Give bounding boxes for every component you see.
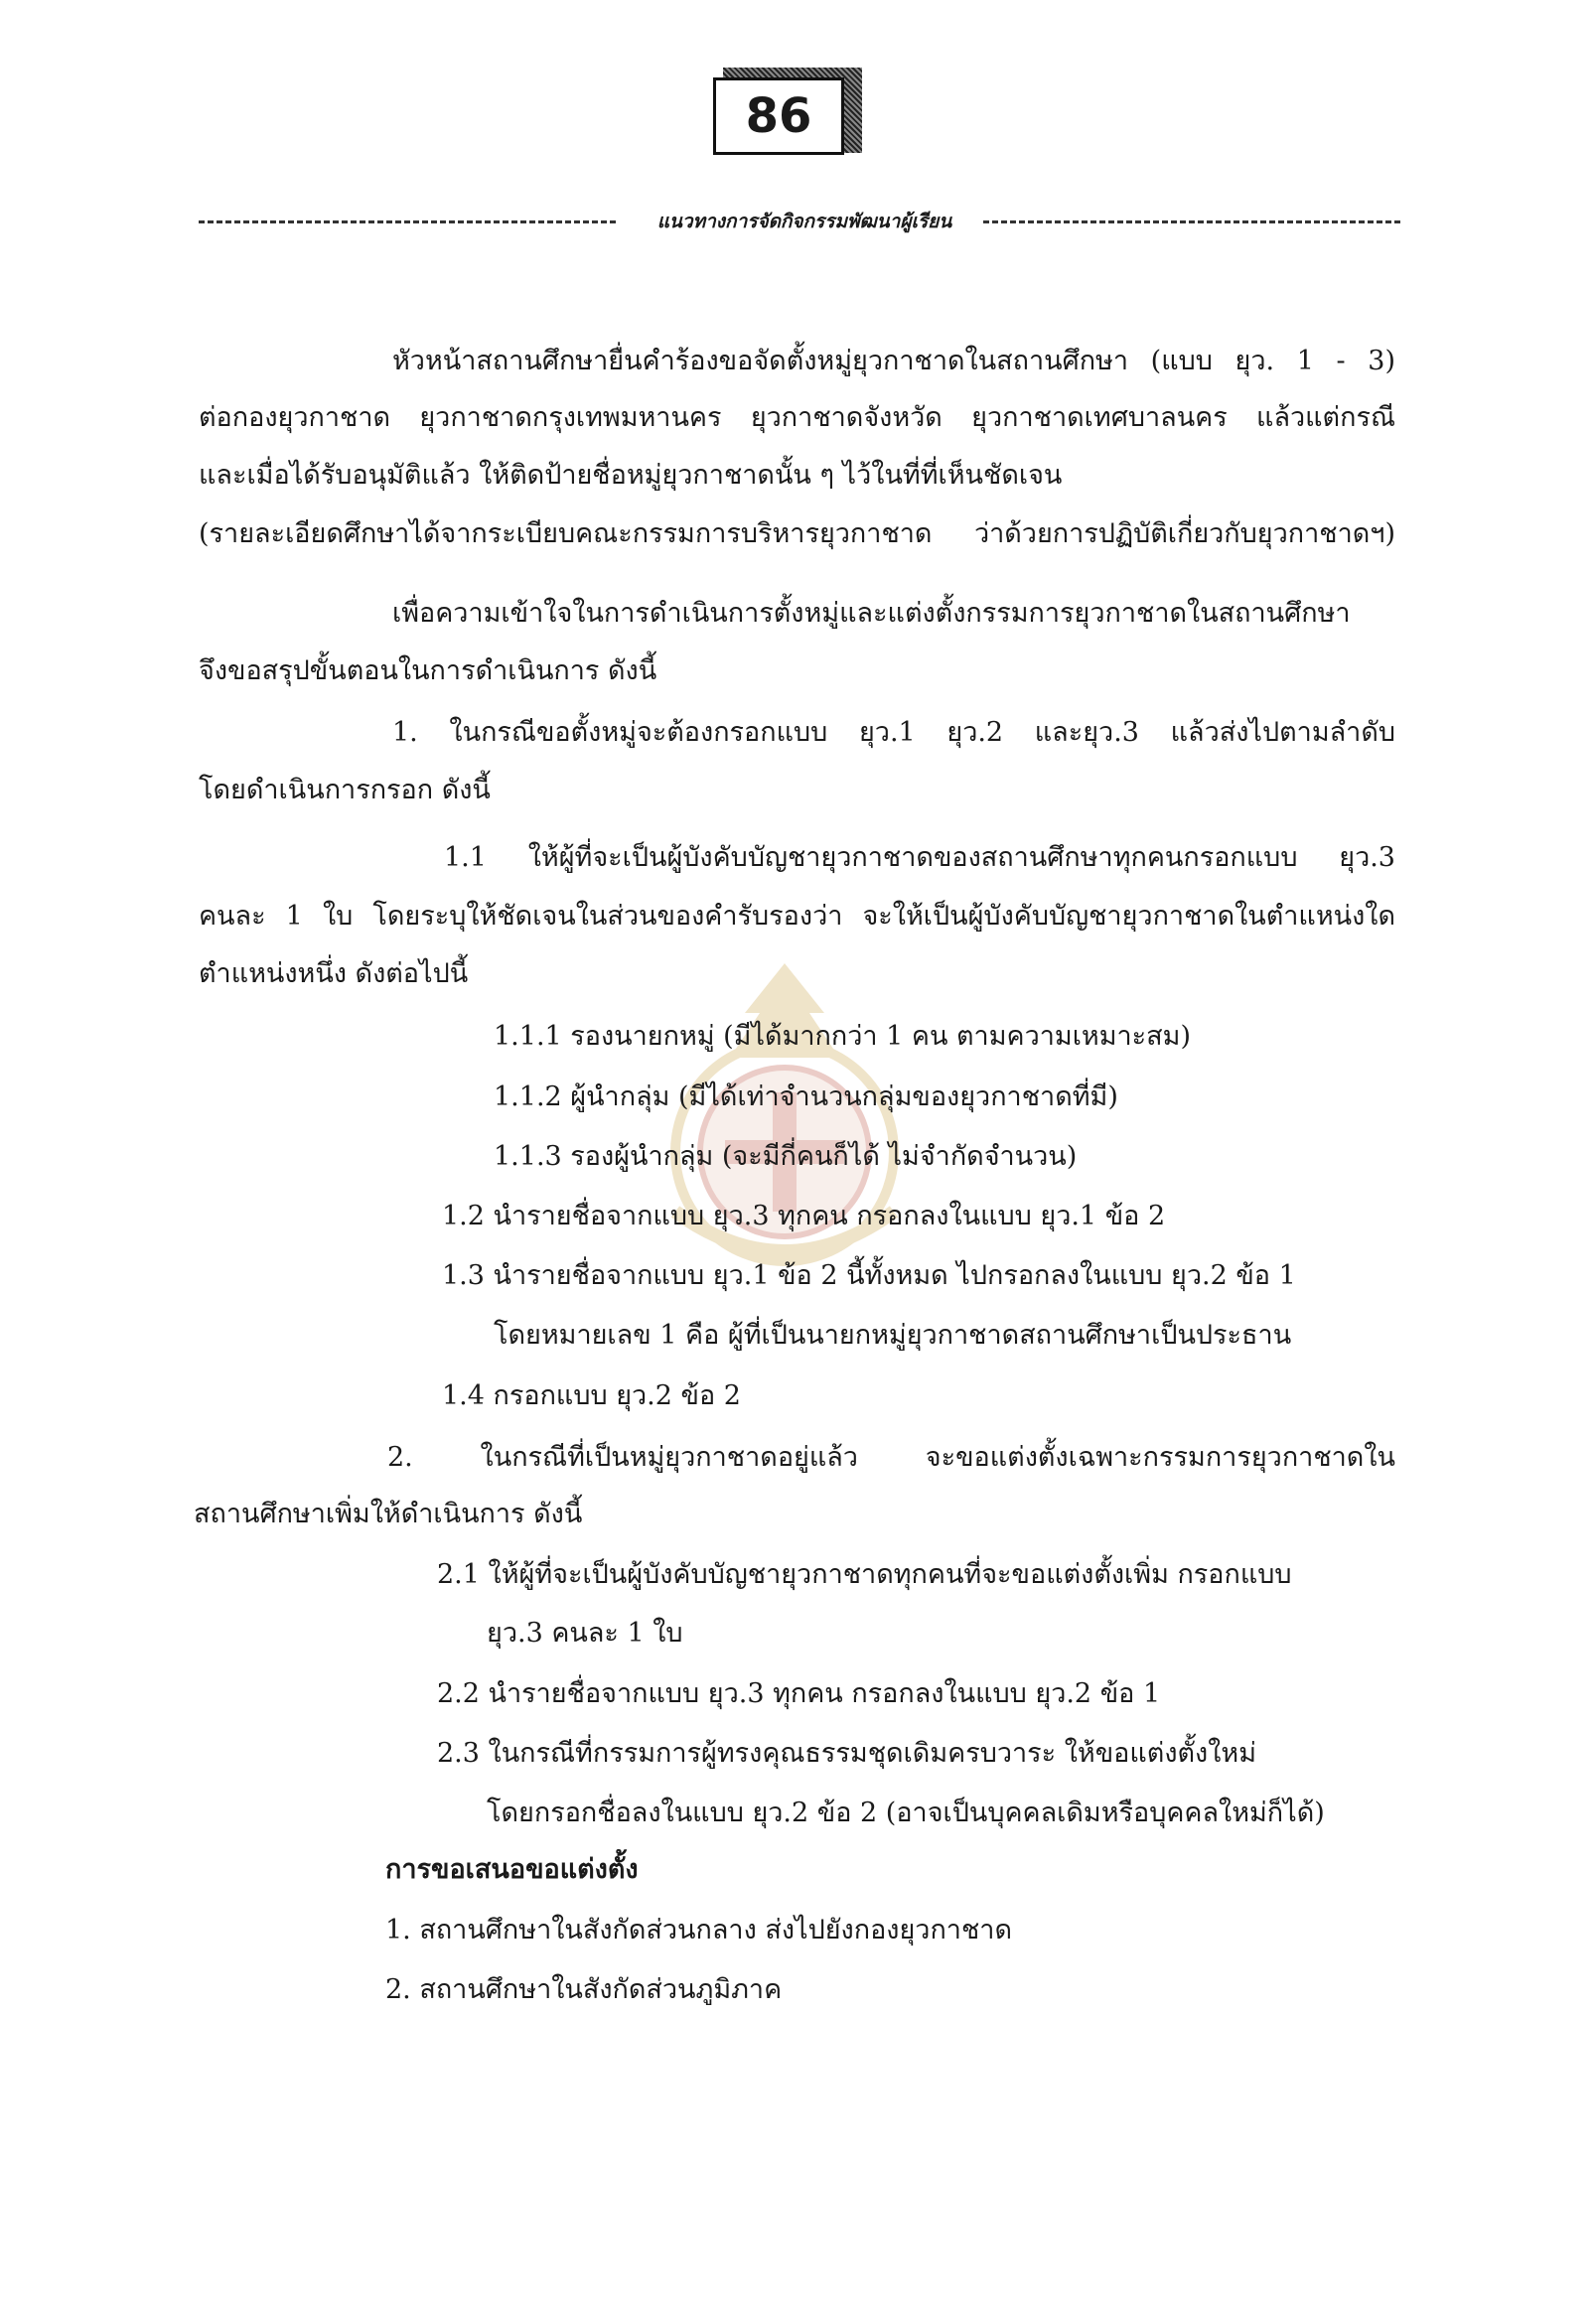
proposal-item-1: 1. สถานศึกษาในสังกัดส่วนกลาง ส่งไปยังกองยุวกาชาด (385, 1915, 1012, 1945)
item-2-2: 2.2 นำรายชื่อจากแบบ ยุว.3 ทุกคน กรอกลงในแบบ ยุว.2 ข้อ 1 (437, 1678, 1161, 1709)
item-1-1-line-2: คนละ 1 ใบ โดยระบุให้ชัดเจนในส่วนของคำรับรองว่า จะให้เป็นผู้บังคับบัญชายุวกาชาดในตำแหน่งใด (199, 901, 1395, 932)
header-rule-right (983, 220, 1400, 223)
item-2-3-line-2: โดยกรอกชื่อลงในแบบ ยุว.2 ข้อ 2 (อาจเป็นบุคคลเดิมหรือบุคคลใหม่ก็ได้) (487, 1798, 1325, 1828)
paragraph-1-line-4: (รายละเอียดศึกษาได้จากระเบียบคณะกรรมการบริหารยุวกาชาด ว่าด้วยการปฏิบัติเกี่ยวกับยุวกาชาดฯ) (199, 518, 1395, 549)
item-2-1-line-2: ยุว.3 คนละ 1 ใบ (487, 1618, 683, 1649)
item-1-4: 1.4 กรอกแบบ ยุว.2 ข้อ 2 (442, 1380, 741, 1411)
page-number: 86 (713, 77, 844, 155)
item-1-3-line-2: โดยหมายเลข 1 คือ ผู้ที่เป็นนายกหมู่ยุวกาชาดสถานศึกษาเป็นประธาน (494, 1320, 1292, 1351)
item-1-1-line-1: 1.1 ให้ผู้ที่จะเป็นผู้บังคับบัญชายุวกาชาดของสถานศึกษาทุกคนกรอกแบบ ยุว.3 (444, 842, 1395, 873)
item-1-3-line-1: 1.3 นำรายชื่อจากแบบ ยุว.1 ข้อ 2 นี้ทั้งหมด ไปกรอกลงในแบบ ยุว.2 ข้อ 1 (442, 1260, 1296, 1291)
running-header (199, 207, 1400, 236)
proposal-item-2: 2. สถานศึกษาในสังกัดส่วนภูมิภาค (385, 1974, 783, 2005)
header-rule-left (199, 220, 616, 223)
section-1-line-2: โดยดำเนินการกรอก ดังนี้ (199, 775, 491, 805)
paragraph-2-line-1: เพื่อความเข้าใจในการดำเนินการตั้งหมู่และแต่งตั้งกรรมการยุวกาชาดในสถานศึกษา (392, 598, 1351, 629)
item-1-1-1: 1.1.1 รองนายกหมู่ (มีได้มากกว่า 1 คน ตามความเหมาะสม) (494, 1021, 1191, 1052)
item-1-1-line-3: ตำแหน่งหนึ่ง ดังต่อไปนี้ (199, 958, 469, 989)
proposal-heading: การขอเสนอขอแต่งตั้ง (385, 1854, 639, 1885)
paragraph-1-line-2: ต่อกองยุวกาชาด ยุวกาชาดกรุงเทพมหานคร ยุวกาชาดจังหวัด ยุวกาชาดเทศบาลนคร แล้วแต่กรณี (199, 402, 1395, 433)
paragraph-1-line-1: หัวหน้าสถานศึกษายื่นคำร้องขอจัดตั้งหมู่ยุวกาชาดในสถานศึกษา (แบบ ยุว. 1 - 3) (392, 346, 1395, 376)
item-1-1-3: 1.1.3 รองผู้นำกลุ่ม (จะมีกี่คนก็ได้ ไม่จำกัดจำนวน) (494, 1141, 1078, 1172)
page-number-box (713, 77, 862, 167)
section-2-line-1: 2. ในกรณีที่เป็นหมู่ยุวกาชาดอยู่แล้ว จะขอแต่งตั้งเฉพาะกรรมการยุวกาชาดใน (387, 1442, 1395, 1473)
item-2-1-line-1: 2.1 ให้ผู้ที่จะเป็นผู้บังคับบัญชายุวกาชาดทุกคนที่จะขอแต่งตั้งเพิ่ม กรอกแบบ (437, 1559, 1292, 1590)
paragraph-1-line-3: และเมื่อได้รับอนุมัติแล้ว ให้ติดป้ายชื่อหมู่ยุวกาชาดนั้น ๆ ไว้ในที่ที่เห็นชัดเจน (199, 460, 1063, 491)
paragraph-2-line-2: จึงขอสรุปขั้นตอนในการดำเนินการ ดังนี้ (199, 655, 657, 686)
item-2-3-line-1: 2.3 ในกรณีที่กรรมการผู้ทรงคุณธรรมชุดเดิมครบวาระ ให้ขอแต่งตั้งใหม่ (437, 1738, 1257, 1769)
item-1-2: 1.2 นำรายชื่อจากแบบ ยุว.3 ทุกคน กรอกลงในแบบ ยุว.1 ข้อ 2 (442, 1201, 1166, 1231)
section-2-line-2: สถานศึกษาเพิ่มให้ดำเนินการ ดังนี้ (194, 1499, 583, 1529)
seal-watermark-icon (636, 953, 934, 1291)
item-1-1-2: 1.1.2 ผู้นำกลุ่ม (มีได้เท่าจำนวนกลุ่มของยุวกาชาดที่มี) (494, 1081, 1118, 1112)
running-title: แนวทางการจัดกิจกรรมพัฒนาผู้เรียน (656, 211, 952, 232)
section-1-line-1: 1. ในกรณีขอตั้งหมู่จะต้องกรอกแบบ ยุว.1 ยุว.2 และยุว.3 แล้วส่งไปตามลำดับ (392, 717, 1395, 748)
